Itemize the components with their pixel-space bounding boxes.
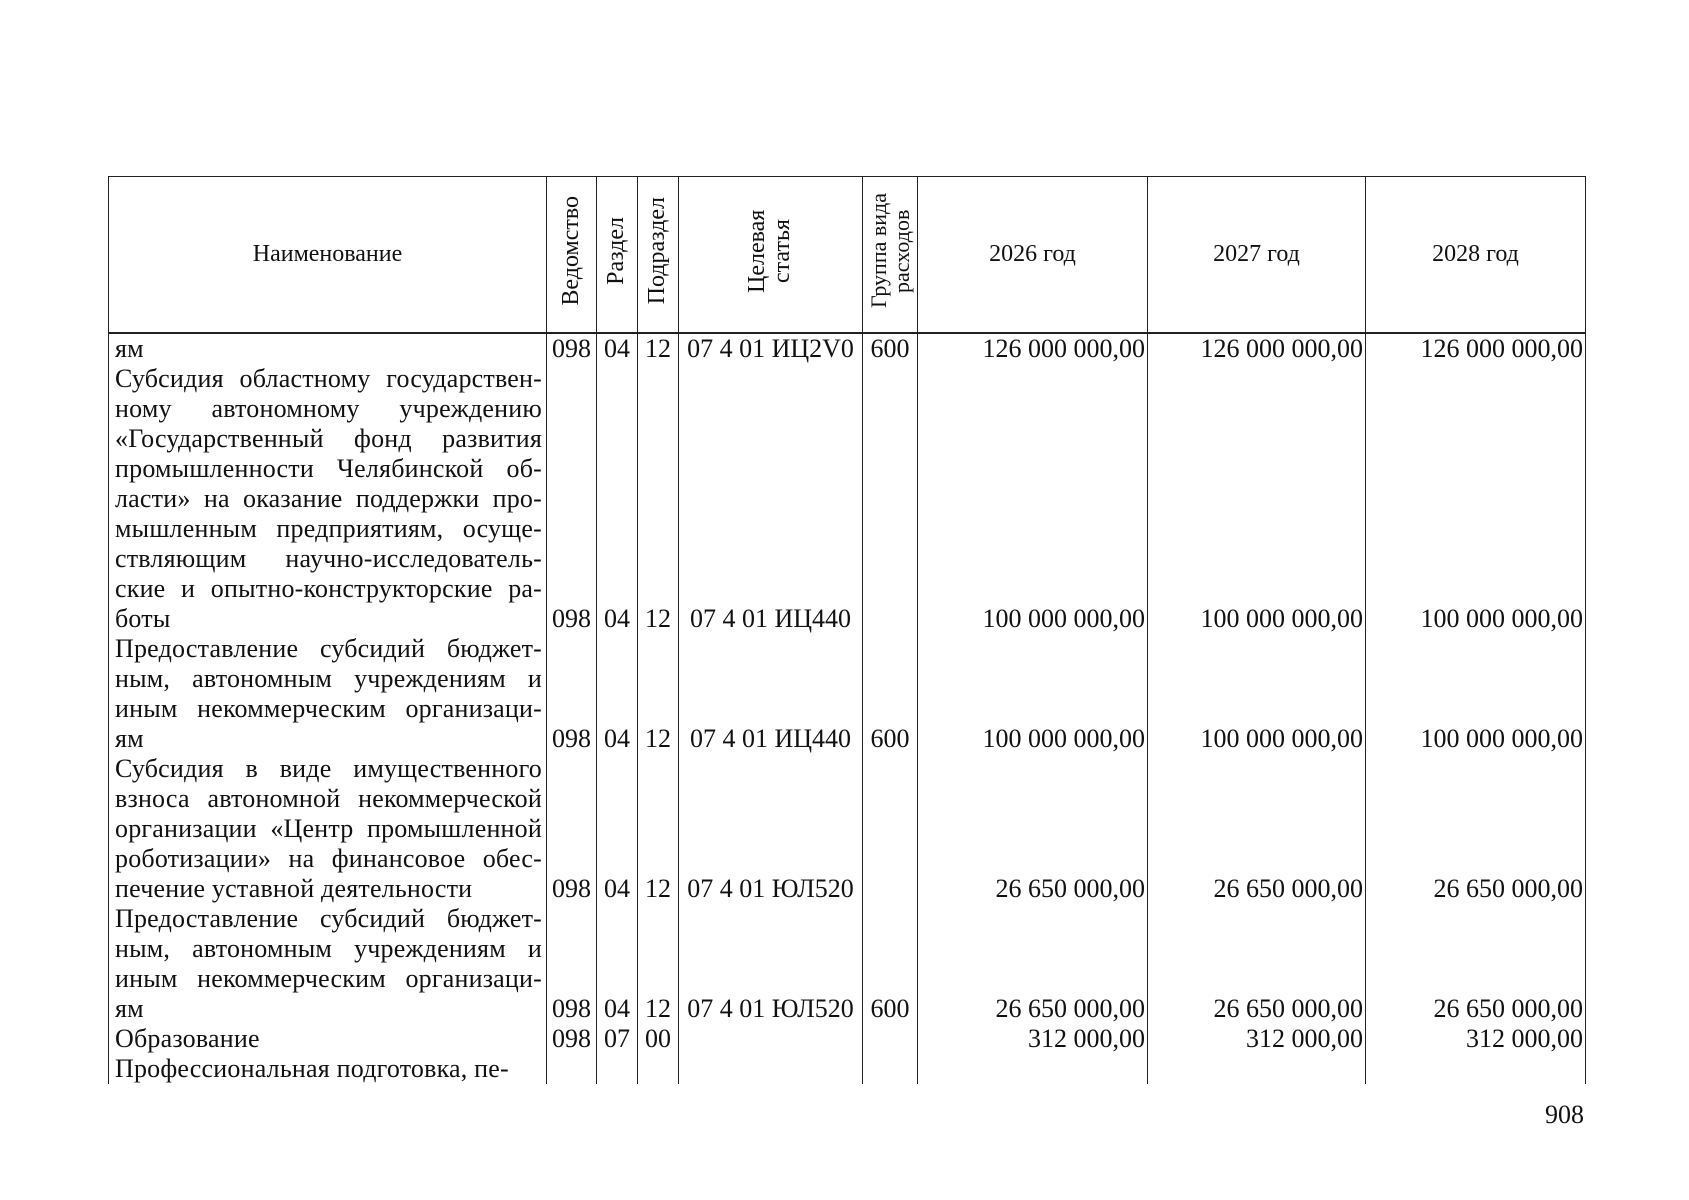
row-year-2028-cell — [1366, 424, 1586, 454]
row-year-2028-cell — [1366, 634, 1586, 664]
row-year-2028-cell — [1366, 694, 1586, 724]
row-year-2027-cell: 26 650 000,00 — [1148, 874, 1366, 904]
row-name-cell: роботизации» на финансовое обес- — [109, 844, 547, 874]
row-year-2026-cell: 26 650 000,00 — [918, 874, 1148, 904]
table-row — [109, 814, 1586, 844]
row-year-2027-cell — [1148, 454, 1366, 484]
row-expense-group-cell — [863, 904, 918, 934]
table-row — [109, 1024, 1586, 1054]
row-year-2027-cell — [1148, 1054, 1366, 1084]
row-target-item-cell — [679, 634, 863, 664]
row-name-cell: ным, автономным учреждениям и — [109, 934, 547, 964]
row-subsection-cell: 12 — [638, 604, 679, 634]
row-name-cell: организации «Центр промышленной — [109, 814, 547, 844]
row-year-2028-cell — [1366, 364, 1586, 394]
row-section-cell — [597, 964, 638, 994]
row-department-cell — [547, 394, 597, 424]
row-subsection-cell: 12 — [638, 724, 679, 754]
table-row — [109, 874, 1586, 904]
row-year-2028-cell: 26 650 000,00 — [1366, 874, 1586, 904]
row-department-cell — [547, 364, 597, 394]
header-name: Наименование — [109, 177, 547, 334]
row-expense-group-cell — [863, 544, 918, 574]
row-section-cell — [597, 1054, 638, 1084]
row-year-2028-cell — [1366, 484, 1586, 514]
row-expense-group-cell — [863, 514, 918, 544]
table-row — [109, 784, 1586, 814]
row-subsection-cell — [638, 754, 679, 784]
row-year-2027-cell — [1148, 694, 1366, 724]
row-name-cell: Предоставление субсидий бюджет- — [109, 904, 547, 934]
row-section-cell — [597, 664, 638, 694]
row-year-2026-cell — [918, 664, 1148, 694]
row-name-cell: Субсидия в виде имущественного — [109, 754, 547, 784]
row-section-cell: 04 — [597, 604, 638, 634]
row-department-cell: 098 — [547, 604, 597, 634]
row-name-cell: печение уставной деятельности — [109, 874, 547, 904]
row-target-item-cell — [679, 964, 863, 994]
row-name-cell: ным, автономным учреждениям и — [109, 664, 547, 694]
row-section-cell — [597, 694, 638, 724]
row-section-cell — [597, 784, 638, 814]
row-department-cell: 098 — [547, 994, 597, 1024]
row-year-2028-cell — [1366, 664, 1586, 694]
row-name-cell: ному автономному учреждению — [109, 394, 547, 424]
row-target-item-cell — [679, 934, 863, 964]
row-year-2026-cell: 126 000 000,00 — [918, 333, 1148, 364]
row-target-item-cell — [679, 1024, 863, 1054]
row-name-cell: ствляющим научно-исследователь- — [109, 544, 547, 574]
table-row — [109, 604, 1586, 634]
row-expense-group-cell — [863, 784, 918, 814]
table-row — [109, 364, 1586, 394]
row-target-item-cell: 07 4 01 ИЦ440 — [679, 724, 863, 754]
table-row — [109, 934, 1586, 964]
row-expense-group-cell — [863, 424, 918, 454]
header-expense-group: Группа вида расходов — [863, 177, 918, 334]
row-section-cell: 04 — [597, 333, 638, 364]
row-year-2027-cell — [1148, 424, 1366, 454]
row-subsection-cell — [638, 514, 679, 544]
table-body — [109, 333, 1586, 1084]
row-subsection-cell — [638, 664, 679, 694]
row-expense-group-cell — [863, 1054, 918, 1084]
row-year-2028-cell: 126 000 000,00 — [1366, 333, 1586, 364]
row-section-cell: 04 — [597, 994, 638, 1024]
row-subsection-cell — [638, 844, 679, 874]
row-expense-group-cell — [863, 574, 918, 604]
row-target-item-cell — [679, 694, 863, 724]
row-target-item-cell — [679, 1054, 863, 1084]
row-year-2028-cell — [1366, 964, 1586, 994]
row-target-item-cell: 07 4 01 ИЦ440 — [679, 604, 863, 634]
header-year-2026: 2026 год — [918, 177, 1148, 334]
table-row — [109, 544, 1586, 574]
row-section-cell — [597, 394, 638, 424]
row-department-cell: 098 — [547, 1024, 597, 1054]
row-year-2027-cell: 100 000 000,00 — [1148, 604, 1366, 634]
row-section-cell — [597, 634, 638, 664]
row-subsection-cell — [638, 1054, 679, 1084]
table-row — [109, 964, 1586, 994]
row-section-cell — [597, 454, 638, 484]
row-target-item-cell — [679, 454, 863, 484]
row-year-2028-cell — [1366, 514, 1586, 544]
row-year-2026-cell — [918, 784, 1148, 814]
table-row — [109, 634, 1586, 664]
row-department-cell — [547, 514, 597, 544]
row-target-item-cell — [679, 574, 863, 604]
row-subsection-cell — [638, 394, 679, 424]
row-year-2028-cell — [1366, 844, 1586, 874]
row-section-cell — [597, 904, 638, 934]
row-year-2027-cell — [1148, 364, 1366, 394]
table-row — [109, 844, 1586, 874]
header-target-item: Целевая статья — [679, 177, 863, 334]
row-expense-group-cell — [863, 874, 918, 904]
row-subsection-cell — [638, 484, 679, 514]
row-name-cell: боты — [109, 604, 547, 634]
row-year-2026-cell — [918, 634, 1148, 664]
row-year-2028-cell — [1366, 904, 1586, 934]
row-year-2026-cell — [918, 934, 1148, 964]
row-target-item-cell — [679, 784, 863, 814]
row-year-2026-cell — [918, 814, 1148, 844]
table-row — [109, 994, 1586, 1024]
row-year-2027-cell: 100 000 000,00 — [1148, 724, 1366, 754]
row-subsection-cell: 12 — [638, 874, 679, 904]
row-target-item-cell — [679, 754, 863, 784]
row-year-2026-cell — [918, 964, 1148, 994]
row-year-2026-cell — [918, 574, 1148, 604]
row-year-2028-cell — [1366, 574, 1586, 604]
row-year-2028-cell: 100 000 000,00 — [1366, 724, 1586, 754]
table-row — [109, 484, 1586, 514]
row-expense-group-cell: 600 — [863, 333, 918, 364]
row-target-item-cell — [679, 394, 863, 424]
row-expense-group-cell — [863, 1024, 918, 1054]
row-year-2026-cell: 100 000 000,00 — [918, 724, 1148, 754]
row-year-2026-cell — [918, 844, 1148, 874]
row-expense-group-cell — [863, 814, 918, 844]
row-target-item-cell — [679, 514, 863, 544]
row-name-cell: промышленности Челябинской об- — [109, 454, 547, 484]
row-name-cell: «Государственный фонд развития — [109, 424, 547, 454]
row-subsection-cell — [638, 694, 679, 724]
row-subsection-cell — [638, 904, 679, 934]
row-section-cell: 04 — [597, 874, 638, 904]
row-department-cell: 098 — [547, 874, 597, 904]
row-department-cell — [547, 904, 597, 934]
row-section-cell — [597, 754, 638, 784]
row-expense-group-cell — [863, 394, 918, 424]
row-year-2027-cell — [1148, 934, 1366, 964]
row-department-cell — [547, 814, 597, 844]
table-row — [109, 424, 1586, 454]
row-subsection-cell: 12 — [638, 333, 679, 364]
row-department-cell — [547, 484, 597, 514]
row-year-2028-cell — [1366, 934, 1586, 964]
row-section-cell — [597, 934, 638, 964]
row-year-2027-cell — [1148, 784, 1366, 814]
row-year-2028-cell — [1366, 454, 1586, 484]
row-year-2028-cell: 26 650 000,00 — [1366, 994, 1586, 1024]
row-target-item-cell — [679, 664, 863, 694]
row-expense-group-cell — [863, 754, 918, 784]
row-department-cell — [547, 934, 597, 964]
row-section-cell — [597, 574, 638, 604]
row-subsection-cell — [638, 364, 679, 394]
row-year-2026-cell — [918, 394, 1148, 424]
row-year-2027-cell: 312 000,00 — [1148, 1024, 1366, 1054]
table-header — [109, 177, 1586, 334]
row-year-2027-cell — [1148, 814, 1366, 844]
row-department-cell: 098 — [547, 724, 597, 754]
row-section-cell — [597, 814, 638, 844]
header-department: Ведомство — [547, 177, 597, 334]
row-name-cell: ям — [109, 724, 547, 754]
table-row — [109, 694, 1586, 724]
row-year-2027-cell — [1148, 964, 1366, 994]
row-target-item-cell — [679, 814, 863, 844]
header-year-2027: 2027 год — [1148, 177, 1366, 334]
row-year-2026-cell — [918, 544, 1148, 574]
row-year-2027-cell: 126 000 000,00 — [1148, 333, 1366, 364]
row-name-cell: Субсидия областному государствен- — [109, 364, 547, 394]
row-target-item-cell — [679, 904, 863, 934]
row-name-cell: ям — [109, 994, 547, 1024]
row-name-cell: Образование — [109, 1024, 547, 1054]
row-year-2028-cell — [1366, 784, 1586, 814]
row-year-2027-cell — [1148, 664, 1366, 694]
row-name-cell: Профессиональная подготовка, пе- — [109, 1054, 547, 1084]
row-target-item-cell — [679, 424, 863, 454]
row-department-cell — [547, 574, 597, 604]
row-year-2027-cell — [1148, 544, 1366, 574]
table-row — [109, 574, 1586, 604]
table-row — [109, 1054, 1586, 1084]
row-subsection-cell: 12 — [638, 994, 679, 1024]
row-department-cell — [547, 544, 597, 574]
row-year-2026-cell — [918, 364, 1148, 394]
row-subsection-cell — [638, 574, 679, 604]
row-name-cell: иным некоммерческим организаци- — [109, 694, 547, 724]
row-subsection-cell — [638, 964, 679, 994]
row-year-2028-cell — [1366, 544, 1586, 574]
page-number: 908 — [1545, 1100, 1584, 1129]
row-department-cell — [547, 694, 597, 724]
header-section: Раздел — [597, 177, 638, 334]
row-year-2026-cell — [918, 694, 1148, 724]
row-year-2026-cell: 26 650 000,00 — [918, 994, 1148, 1024]
row-year-2026-cell — [918, 514, 1148, 544]
row-year-2026-cell — [918, 454, 1148, 484]
row-year-2026-cell — [918, 484, 1148, 514]
row-department-cell — [547, 454, 597, 484]
row-section-cell: 07 — [597, 1024, 638, 1054]
row-year-2028-cell — [1366, 814, 1586, 844]
row-expense-group-cell: 600 — [863, 994, 918, 1024]
row-department-cell — [547, 664, 597, 694]
row-subsection-cell — [638, 544, 679, 574]
row-department-cell — [547, 1054, 597, 1084]
row-year-2026-cell: 100 000 000,00 — [918, 604, 1148, 634]
row-section-cell: 04 — [597, 724, 638, 754]
row-expense-group-cell — [863, 484, 918, 514]
row-target-item-cell: 07 4 01 ЮЛ520 — [679, 994, 863, 1024]
row-expense-group-cell — [863, 664, 918, 694]
row-expense-group-cell — [863, 844, 918, 874]
table-row — [109, 394, 1586, 424]
row-year-2026-cell: 312 000,00 — [918, 1024, 1148, 1054]
row-department-cell — [547, 844, 597, 874]
row-expense-group-cell — [863, 694, 918, 724]
row-section-cell — [597, 844, 638, 874]
row-year-2027-cell: 26 650 000,00 — [1148, 994, 1366, 1024]
row-year-2026-cell — [918, 904, 1148, 934]
row-name-cell: иным некоммерческим организаци- — [109, 964, 547, 994]
row-year-2027-cell — [1148, 484, 1366, 514]
row-section-cell — [597, 424, 638, 454]
table-row — [109, 664, 1586, 694]
row-year-2028-cell — [1366, 394, 1586, 424]
row-target-item-cell: 07 4 01 ЮЛ520 — [679, 874, 863, 904]
row-target-item-cell — [679, 364, 863, 394]
row-section-cell — [597, 544, 638, 574]
row-expense-group-cell — [863, 454, 918, 484]
row-expense-group-cell — [863, 364, 918, 394]
row-expense-group-cell — [863, 934, 918, 964]
table-row — [109, 333, 1586, 364]
row-subsection-cell — [638, 424, 679, 454]
row-target-item-cell — [679, 484, 863, 514]
row-department-cell — [547, 784, 597, 814]
row-subsection-cell — [638, 814, 679, 844]
row-year-2027-cell — [1148, 844, 1366, 874]
row-department-cell — [547, 754, 597, 784]
row-expense-group-cell: 600 — [863, 724, 918, 754]
row-year-2026-cell — [918, 1054, 1148, 1084]
row-name-cell: ям — [109, 333, 547, 364]
row-year-2026-cell — [918, 424, 1148, 454]
row-expense-group-cell — [863, 604, 918, 634]
row-year-2027-cell — [1148, 574, 1366, 604]
table-row — [109, 754, 1586, 784]
row-section-cell — [597, 514, 638, 544]
row-year-2027-cell — [1148, 634, 1366, 664]
row-name-cell: Предоставление субсидий бюджет- — [109, 634, 547, 664]
header-subsection: Подраздел — [638, 177, 679, 334]
row-subsection-cell — [638, 454, 679, 484]
table-row — [109, 904, 1586, 934]
row-name-cell: взноса автономной некоммерческой — [109, 784, 547, 814]
row-subsection-cell — [638, 784, 679, 814]
table-row — [109, 724, 1586, 754]
table-row — [109, 454, 1586, 484]
row-year-2027-cell — [1148, 904, 1366, 934]
row-year-2028-cell: 100 000 000,00 — [1366, 604, 1586, 634]
row-year-2028-cell: 312 000,00 — [1366, 1024, 1586, 1054]
row-department-cell: 098 — [547, 333, 597, 364]
row-expense-group-cell — [863, 634, 918, 664]
row-target-item-cell: 07 4 01 ИЦ2V0 — [679, 333, 863, 364]
row-subsection-cell — [638, 634, 679, 664]
row-department-cell — [547, 424, 597, 454]
row-name-cell: ласти» на оказание поддержки про- — [109, 484, 547, 514]
row-name-cell: ские и опытно-конструкторские ра- — [109, 574, 547, 604]
row-year-2027-cell — [1148, 394, 1366, 424]
row-department-cell — [547, 634, 597, 664]
row-subsection-cell: 00 — [638, 1024, 679, 1054]
header-year-2028: 2028 год — [1366, 177, 1586, 334]
row-year-2028-cell — [1366, 754, 1586, 784]
row-section-cell — [597, 484, 638, 514]
budget-table — [108, 176, 1586, 1084]
row-year-2026-cell — [918, 754, 1148, 784]
row-year-2027-cell — [1148, 754, 1366, 784]
row-year-2028-cell — [1366, 1054, 1586, 1084]
row-section-cell — [597, 364, 638, 394]
row-target-item-cell — [679, 544, 863, 574]
row-department-cell — [547, 964, 597, 994]
row-expense-group-cell — [863, 964, 918, 994]
row-target-item-cell — [679, 844, 863, 874]
table-row — [109, 514, 1586, 544]
row-subsection-cell — [638, 934, 679, 964]
row-name-cell: мышленным предприятиям, осуще- — [109, 514, 547, 544]
row-year-2027-cell — [1148, 514, 1366, 544]
